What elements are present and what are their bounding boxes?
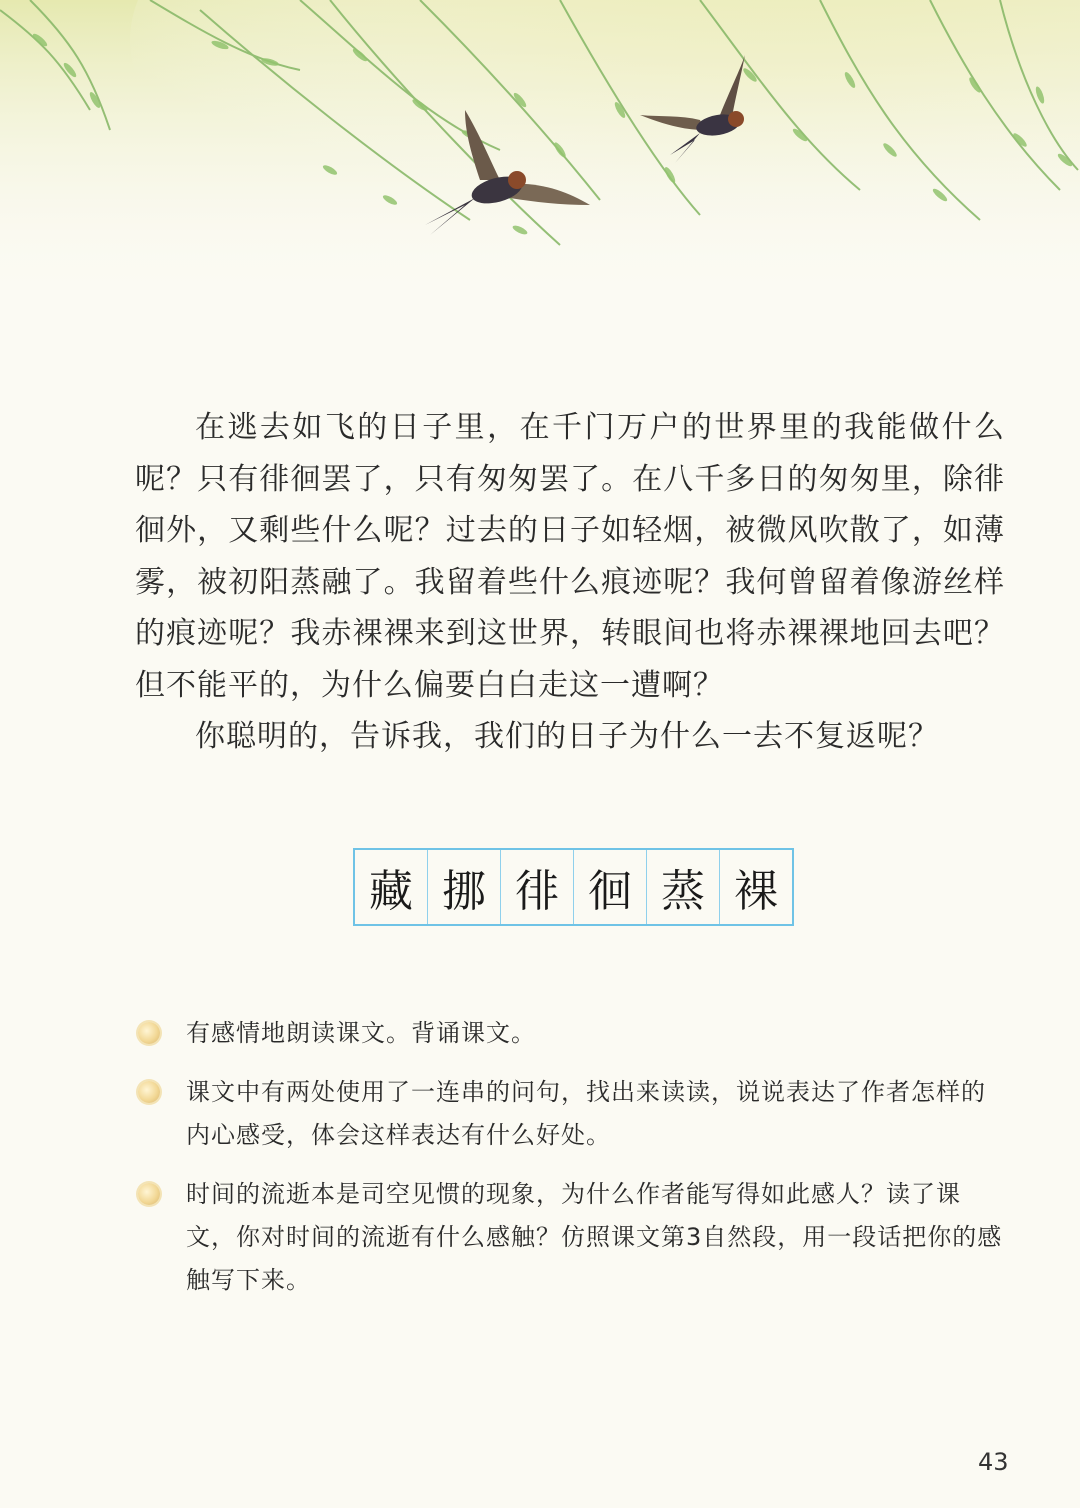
passage bbox=[135, 402, 1005, 763]
exercise-list bbox=[138, 1012, 1008, 1318]
character-cell: 挪 bbox=[428, 850, 501, 924]
circle-bullet-icon bbox=[138, 1081, 160, 1103]
exercise-text: 课文中有两处使用了一连串的问句，找出来读读，说说表达了作者怎样的内心感受，体会这样表达有什么好处。 bbox=[186, 1078, 986, 1149]
passage-paragraph: 在逃去如飞的日子里，在千门万户的世界里的我能做什么呢？只有徘徊罢了，只有匆匆罢了。在八千多日的匆匆里，除徘徊外，又剩些什么呢？过去的日子如轻烟，被微风吹散了，如薄雾，被初阳蒸融了。我留着些什么痕迹呢？我何曾留着像游丝样的痕迹呢？我赤裸裸来到这世界，转眼间也将赤裸裸地回去吧？但不能平的，为什么偏要白白走这一遭啊？ bbox=[135, 410, 1005, 703]
new-characters-grid bbox=[353, 848, 794, 926]
character-cell: 徘 bbox=[501, 850, 574, 924]
page-number: 43 bbox=[978, 1448, 1009, 1476]
character-cell: 藏 bbox=[355, 850, 428, 924]
character-cell: 蒸 bbox=[647, 850, 720, 924]
exercise-item bbox=[138, 1071, 1008, 1157]
exercise-text: 时间的流逝本是司空见惯的现象，为什么作者能写得如此感人？读了课文，你对时间的流逝有什么感触？仿照课文第3自然段，用一段话把你的感触写下来。 bbox=[186, 1180, 1003, 1294]
character-cell: 徊 bbox=[574, 850, 647, 924]
character-cell: 裸 bbox=[734, 866, 778, 917]
passage-paragraph: 你聪明的，告诉我，我们的日子为什么一去不复返呢？ bbox=[195, 719, 939, 754]
exercise-item bbox=[138, 1012, 1008, 1055]
circle-bullet-icon bbox=[138, 1183, 160, 1205]
willow-swallows-illustration bbox=[0, 0, 1080, 300]
circle-bullet-icon bbox=[138, 1022, 160, 1044]
exercise-item bbox=[138, 1173, 1008, 1302]
exercise-text: 有感情地朗读课文。背诵课文。 bbox=[186, 1019, 536, 1047]
